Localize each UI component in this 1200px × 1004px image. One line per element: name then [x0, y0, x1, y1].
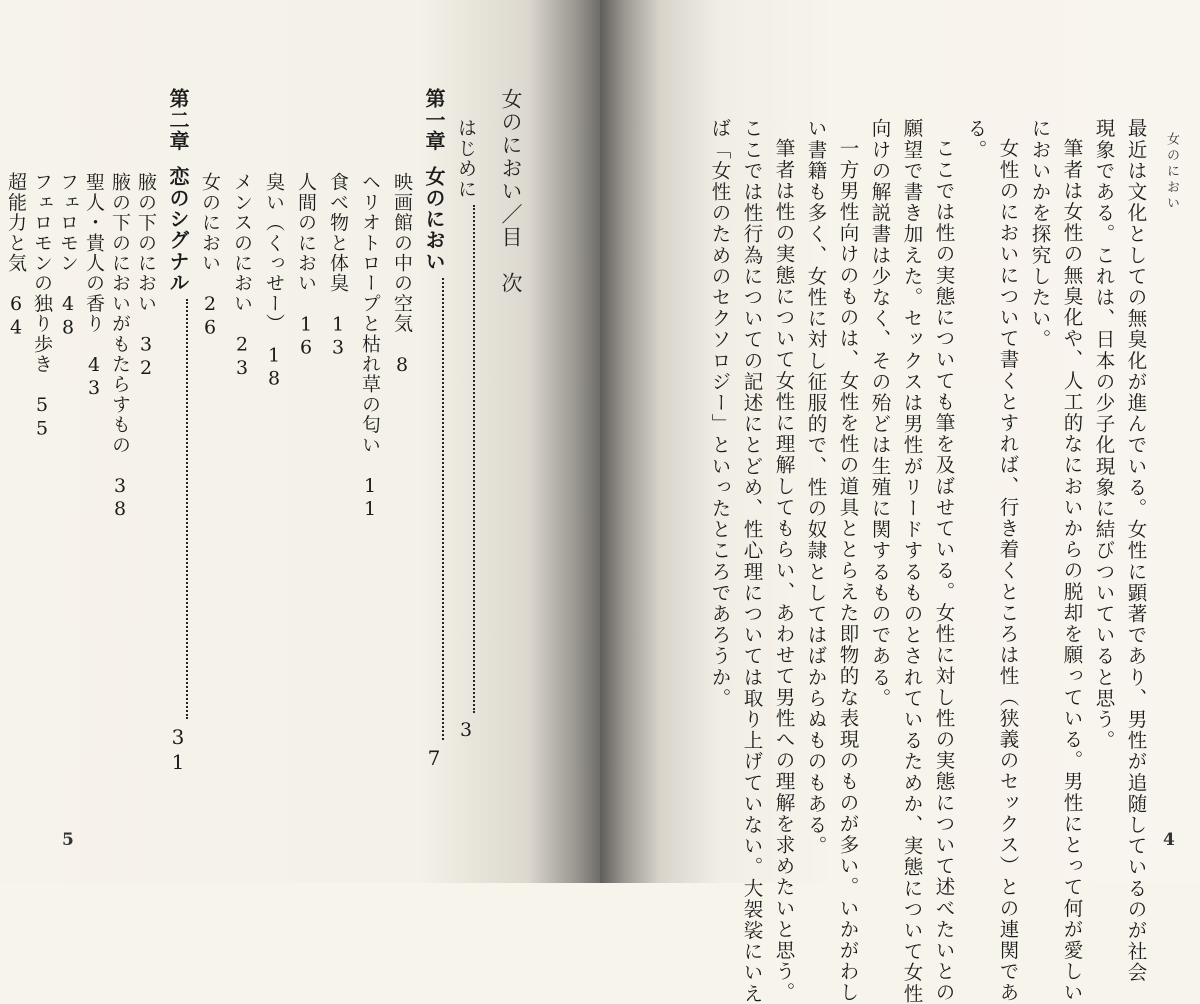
preface-line-10: 一方男性向けのものは、女性を性の道具ととらえた即物的な表現のものが多い。いかがわし — [836, 138, 860, 1004]
right-page — [600, 0, 1200, 1004]
toc-item: 映画館の中の空気 8 — [391, 172, 413, 377]
toc-dotted-leader — [424, 278, 444, 740]
toc-item: 聖人・貴人の香り 43 — [83, 172, 105, 401]
toc-intro-label: はじめに — [455, 118, 477, 199]
toc-intro-page: 3 — [455, 718, 477, 743]
toc-title: 女のにおい／目 次 — [499, 88, 523, 295]
toc-item: 女のにおい 26 — [199, 172, 221, 340]
chapter-2-number: 第二章 — [166, 88, 190, 152]
toc-chapter-2 — [168, 88, 188, 775]
preface-line-11: い書籍も多く、女性に対し征服的で、性の奴隷としてはばからぬものもある。 — [804, 118, 828, 857]
toc-dotted-leader — [456, 205, 475, 713]
chapter-1-title: 女のにおい — [422, 165, 446, 272]
preface-line-3: 筆者は女性の無臭化や、人工的なにおいからの脱却を願っている。男性にとって何が愛しい — [1060, 138, 1084, 1004]
toc-item: メンスのにおい 23 — [231, 172, 253, 380]
toc-item: 人間のにおい 16 — [295, 172, 317, 360]
toc-item: 超能力と気 64 — [5, 172, 27, 340]
toc-item: ヘリオトロープと枯れ草の匂い 11 — [359, 172, 381, 522]
toc-item: フェロモンの独り歩き 55 — [31, 172, 53, 441]
toc-item: 腋の下のにおい 32 — [135, 172, 157, 380]
toc-chapter-1 — [424, 88, 444, 771]
preface-line-7: ここでは性の実態についても筆を及ばせている。女性に対し性の実態について述べたいとの — [932, 138, 956, 1004]
preface-line-1: 最近は文化としての無臭化が進んでいる。女性に顕著であり、男性が追随しているのが社会 — [1124, 118, 1148, 984]
preface-line-5: 女性のにおいについて書くとすれば、行き着くところは性（狭義のセックス）との連関であ — [996, 138, 1020, 1004]
page-number-left: 5 — [62, 830, 74, 850]
chapter-1-number: 第一章 — [422, 88, 446, 152]
preface-line-6: る。 — [964, 118, 988, 161]
toc-dotted-leader — [168, 299, 188, 719]
left-page — [0, 0, 600, 883]
toc-item: 臭い（くっせー） 18 — [263, 172, 285, 391]
toc-item: フェロモン 48 — [57, 172, 79, 340]
preface-line-4: においかを探究したい。 — [1028, 118, 1052, 351]
toc-item: 食べ物と体臭 13 — [327, 172, 349, 360]
toc-intro — [456, 118, 475, 742]
preface-line-2: 現象である。これは、日本の少子化現象に結びついていると思う。 — [1092, 118, 1116, 751]
toc-item: 腋の下のにおいがもたらすもの 38 — [109, 172, 131, 522]
preface-line-12: 筆者は性の実態について女性に理解してもらい、あわせて男性への理解を求めたいと思う。 — [772, 138, 796, 1004]
preface-line-9: 向けの解説書は少なく、その殆どは生殖に関するものである。 — [868, 118, 892, 709]
chapter-1-page: 7 — [422, 745, 446, 771]
chapter-2-page: 31 — [166, 724, 190, 776]
preface-line-13: ここでは性行為についての記述にとどめ、性心理については取り上げていない。大袈裟にいえ — [740, 118, 764, 1004]
preface-line-14: ば「女性のためのセクソロジー」といったところであろうか。 — [708, 118, 732, 709]
running-header: 女のにおい — [1164, 132, 1179, 212]
preface-line-8: 願望で書き加えた。セックスは男性がリードするものとされているためか、実態について女性 — [900, 118, 924, 1004]
page-number-right: 4 — [1163, 830, 1175, 850]
chapter-2-title: 恋のシグナル — [166, 165, 190, 293]
